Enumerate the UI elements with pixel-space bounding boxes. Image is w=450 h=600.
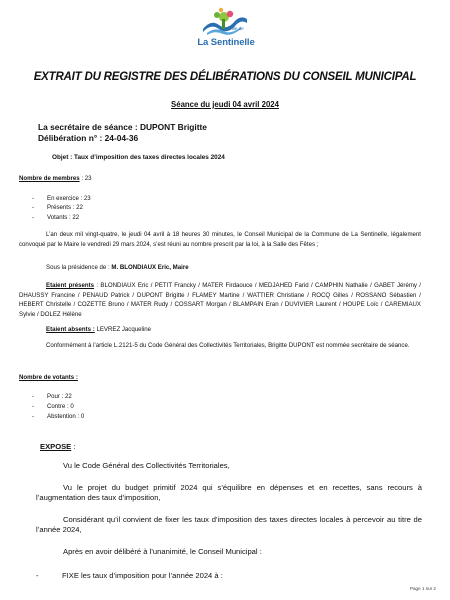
vu-budget-paragraph: Vu le projet du budget primitif 2024 qui s’équilibre en dépenses et en recettes, sans recours à l’augmentation des taux d’imposition, [36, 483, 422, 502]
logo-emblem-icon [197, 7, 253, 37]
presidence-line [46, 265, 189, 271]
fixe-line: FIXE les taux d’imposition pour l’année 2024 à : [62, 571, 223, 580]
absents-list: LEVREZ Jacqueline [94, 326, 151, 333]
membres-value: : 23 [79, 175, 92, 182]
list-dash: - [32, 403, 35, 410]
seance-date: Séance du jeudi 04 avril 2024 [171, 100, 279, 109]
votants-item: Contre : 0 [47, 403, 74, 410]
document-title: EXTRAIT DU REGISTRE DES DÉLIBÉRATIONS DU CONSEIL MUNICIPAL [33, 71, 417, 83]
membres-item: En exercice : 23 [47, 195, 91, 202]
membres-item: Votants : 22 [47, 214, 80, 221]
membres-item: Présents : 22 [47, 204, 83, 211]
expose-heading [40, 443, 75, 451]
presents-list: : BLONDIAUX Eric / PETIT Francky / MATER Firdaouce / MEDJAHED Farid / CAMPHIN Nathalie / GABET Jérémy / DHAUSSY Francine / PENAUD Patrick / DUPONT Brigitte / FLAMEY Martine / WATTIER Christiane / ROCQ Gilles / ROSSANO Sébastien / HEBERT Christelle / COZETTE Bruno / MATER Rudy / COSSART Morgan / BLAMPAIN Eran / DUVIVIER Laurent / HOUPE Loïc / CAREMIAUX Sylvie / DOLEZ Hélène [19, 282, 421, 318]
votants-item: Abstention : 0 [47, 413, 85, 420]
list-dash: - [32, 195, 35, 202]
expose-label: EXPOSE [40, 442, 72, 451]
list-dash: - [36, 571, 39, 580]
presents-label: Etaient présents [46, 282, 95, 289]
votants-item: Pour : 22 [47, 393, 72, 400]
president-name: M. BLONDIAUX Eric, Maire [111, 264, 189, 271]
votants-heading: Nombre de votants : [19, 374, 78, 381]
article-paragraph: Conformément à l’article L.2121-5 du Code Général des Collectivités Territoriales, Brigitte DUPONT est nommée secrétaire de séance. [46, 342, 410, 349]
deliberation-paragraph: Après en avoir délibéré à l’unanimité, le Conseil Municipal : [63, 547, 262, 556]
intro-paragraph: L’an deux mil vingt-quatre, le jeudi 04 avril à 18 heures 30 minutes, le Conseil Municipal de la Commune de La Sentinelle, légalement convoqué par le Maire le vendredi 29 mars 2024, s’est réuni au nombre prescrit par la loi, à la Salle des Fêtes ; [19, 231, 421, 248]
vu-code-paragraph: Vu le Code Général des Collectivités Territoriales, [63, 461, 230, 470]
membres-label: Nombre de membres [19, 175, 80, 182]
logo-small-text: Ville de [229, 26, 244, 31]
logo-name: La Sentinelle [197, 37, 255, 48]
presidence-prefix: Sous la présidence de : [46, 264, 112, 271]
list-dash: - [32, 413, 35, 420]
list-dash: - [32, 204, 35, 211]
considerant-paragraph: Considérant qu’il convient de fixer les taux d’imposition des taxes directes locales à percevoir au titre de l’année 2024, [36, 515, 422, 534]
deliberation-number: Délibération n° : 24-04-36 [38, 133, 139, 143]
page-number: Page 1 sur 2 [409, 586, 436, 591]
presents-paragraph [19, 281, 421, 319]
expose-suffix: : [71, 442, 76, 451]
secretaire-line: La secrétaire de séance : DUPONT Brigitte [38, 122, 207, 132]
absents-line [46, 327, 151, 333]
town-logo [179, 7, 271, 51]
objet-line: Objet : Taux d’imposition des taxes directes locales 2024 [52, 154, 225, 161]
membres-heading [19, 176, 91, 182]
absents-label: Etaient absents : [46, 326, 95, 333]
list-dash: - [32, 393, 35, 400]
list-dash: - [32, 214, 35, 221]
